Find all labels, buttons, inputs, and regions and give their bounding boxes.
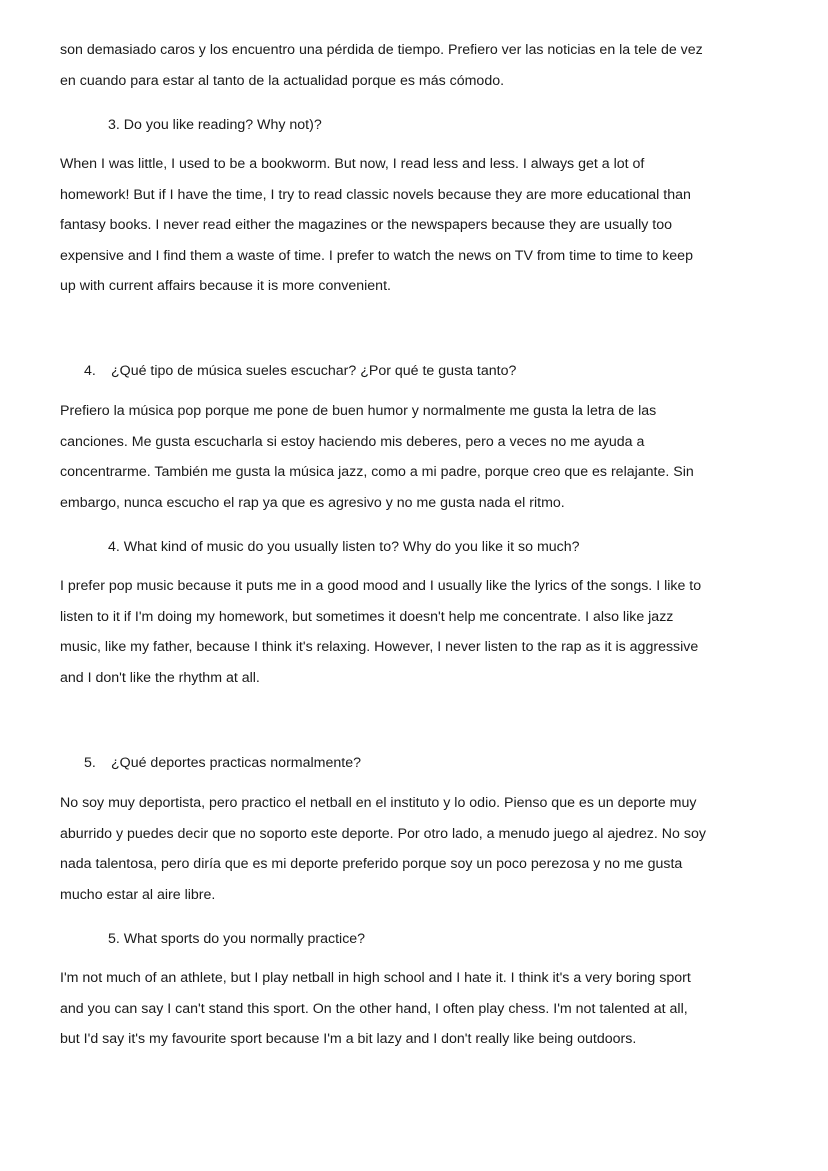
answer-4-en xyxy=(60,571,760,693)
paragraph-line: en cuando para estar al tanto de la actualidad porque es más cómodo. xyxy=(60,72,505,89)
paragraph-line: listen to it if I'm doing my homework, but sometimes it doesn't help me concentrate. I also like jazz xyxy=(60,608,674,625)
paragraph-line: canciones. Me gusta escucharla si estoy haciendo mis deberes, pero a veces no me ayuda a xyxy=(60,433,645,450)
question-text: ¿Qué deportes practicas normalmente? xyxy=(111,755,361,771)
paragraph-line: and you can say I can't stand this sport. On the other hand, I often play chess. I'm not talented at all, xyxy=(60,1000,688,1017)
answer-4-es xyxy=(60,396,760,518)
paragraph-line: but I'd say it's my favourite sport because I'm a bit lazy and I don't really like being outdoors. xyxy=(60,1031,637,1048)
answer-5-es xyxy=(60,788,760,910)
question-4-en: 4. What kind of music do you usually listen to? Why do you like it so much? xyxy=(108,539,580,555)
question-text: ¿Qué tipo de música sueles escuchar? ¿Por qué te gusta tanto? xyxy=(111,363,517,379)
paragraph-line: concentrarme. También me gusta la música jazz, como a mi padre, porque creo que es relajante. Sin xyxy=(60,464,694,481)
intro-paragraph xyxy=(60,35,760,96)
paragraph-line: When I was little, I used to be a bookworm. But now, I read less and less. I always get a lot of xyxy=(60,156,645,172)
paragraph-line: fantasy books. I never read either the magazines or the newspapers because they are usually too xyxy=(60,217,673,234)
paragraph-line: music, like my father, because I think it's relaxing. However, I never listen to the rap as it is aggressive xyxy=(60,639,699,656)
question-5-en: 5. What sports do you normally practice? xyxy=(108,931,366,947)
paragraph-line: No soy muy deportista, pero practico el netball en el instituto y lo odio. Pienso que es un deporte muy xyxy=(60,795,697,811)
paragraph-line: Prefiero la música pop porque me pone de buen humor y normalmente me gusta la letra de las xyxy=(60,403,657,419)
paragraph-line: homework! But if I have the time, I try to read classic novels because they are more educational than xyxy=(60,186,691,203)
paragraph-line: embargo, nunca escucho el rap ya que es agresivo y no me gusta nada el ritmo. xyxy=(60,494,565,511)
question-4-es xyxy=(84,361,516,381)
paragraph-line: I prefer pop music because it puts me in a good mood and I usually like the lyrics of the songs. I like to xyxy=(60,578,702,594)
paragraph-line: aburrido y puedes decir que no soporto este deporte. Por otro lado, a menudo juego al ajedrez. No soy xyxy=(60,825,706,842)
question-number: 4. xyxy=(84,363,96,379)
paragraph-line: son demasiado caros y los encuentro una pérdida de tiempo. Prefiero ver las noticias en la tele de vez xyxy=(60,42,703,58)
answer-5-en xyxy=(60,963,760,1055)
paragraph-line: up with current affairs because it is more convenient. xyxy=(60,278,391,295)
paragraph-line: I'm not much of an athlete, but I play netball in high school and I hate it. I think it's a very boring sport xyxy=(60,970,691,986)
question-number: 5. xyxy=(84,755,96,771)
paragraph-line: expensive and I find them a waste of time. I prefer to watch the news on TV from time to time to keep xyxy=(60,247,693,264)
paragraph-line: and I don't like the rhythm at all. xyxy=(60,669,260,686)
paragraph-line: nada talentosa, pero diría que es mi deporte preferido porque soy un poco perezosa y no me gusta xyxy=(60,856,683,873)
answer-3-en xyxy=(60,149,760,302)
paragraph-line: mucho estar al aire libre. xyxy=(60,886,216,903)
question-5-es xyxy=(84,753,361,773)
question-3-en: 3. Do you like reading? Why not)? xyxy=(108,117,322,133)
